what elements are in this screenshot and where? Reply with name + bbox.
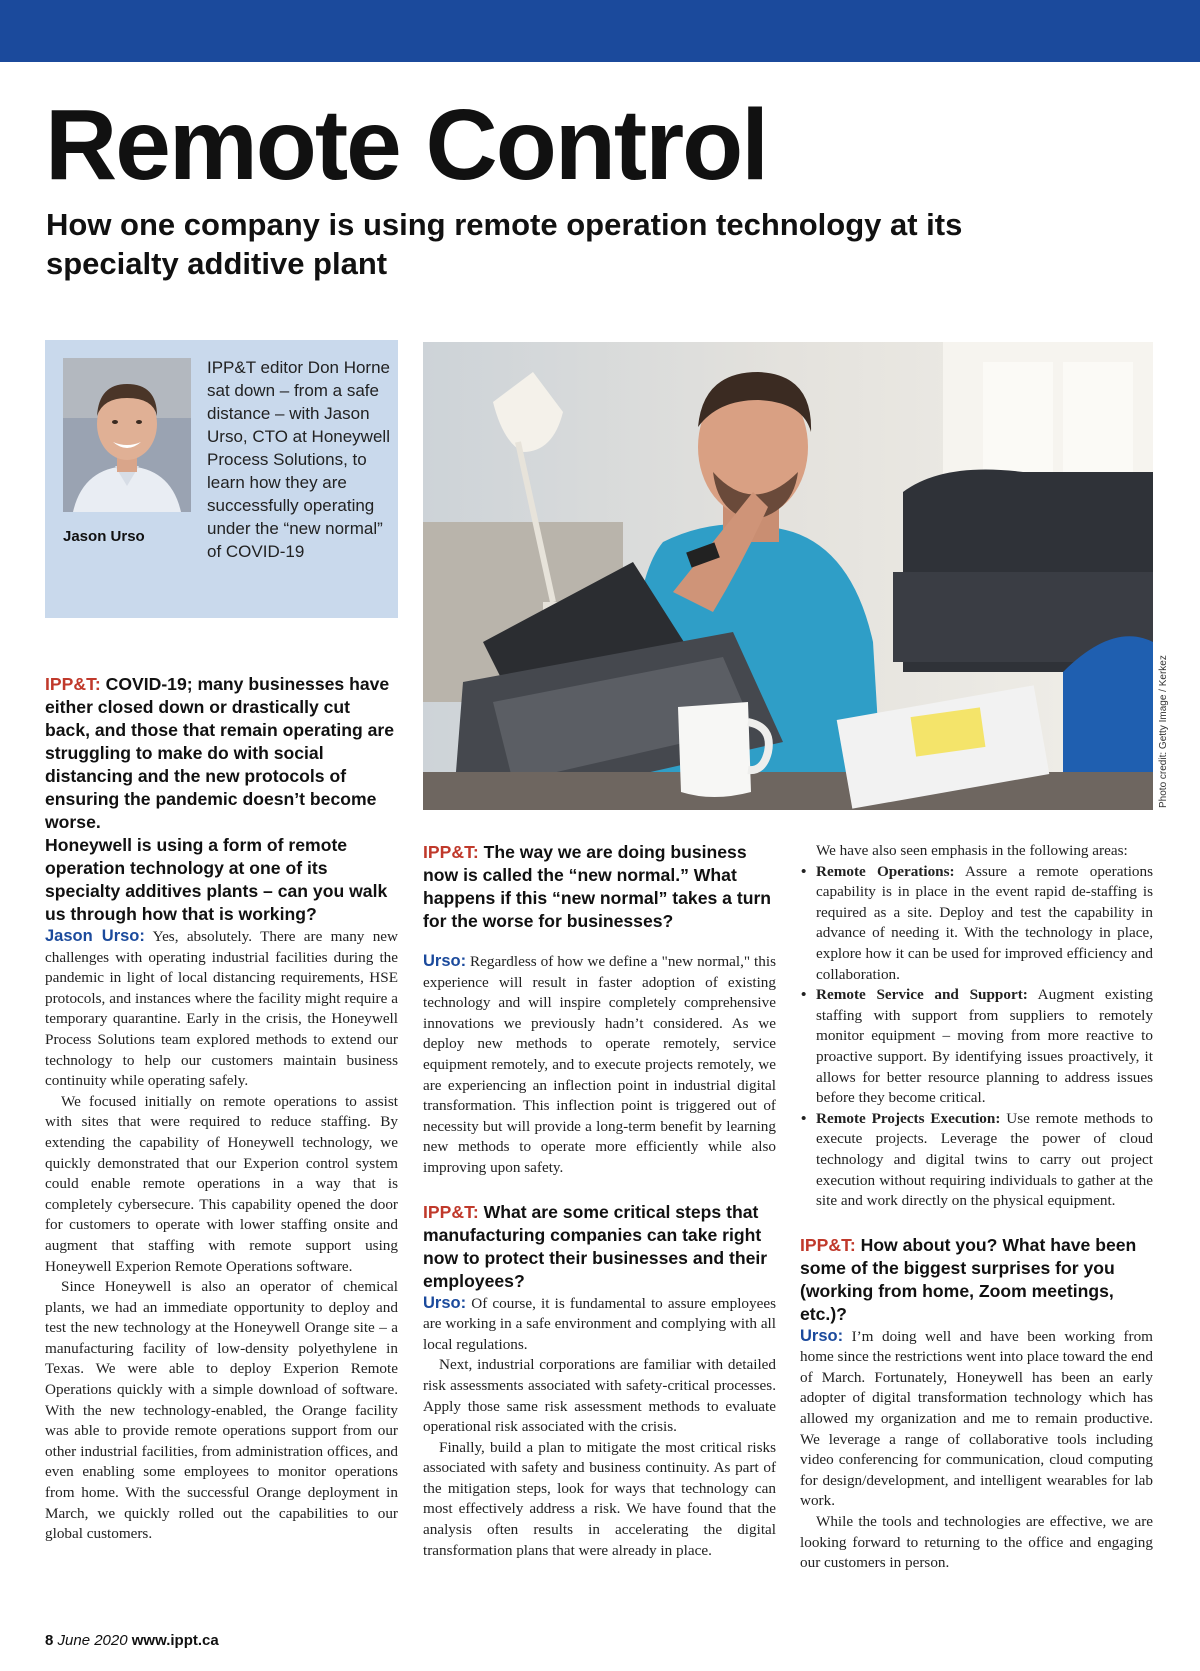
answer-1-paragraph: Since Honeywell is also an operator of chemical plants, we had an immediate opportunity to deploy and test the new technology at the Honeywell Orange site – a manufacturing facility of low-density polyethylene in Texas. We were able to deploy Experion Remote Operations quickly with a simple download of software. With the new technology-enabled, the Orange facility was able to provide remote operations support from our other industrial facilities, from administration offices, and even enabling some employees to monitor operations from home. With the successful Orange deployment in March, we quickly rolled out the capabilities to our global customers. — [45, 1278, 398, 1543]
list-item: • Remote Projects Execution: Use remote methods to execute projects. Leverage the power of cloud technology and digital twins to carry out project execution without requiring individuals to gather at the site and work directly on the physical equipment. — [801, 1109, 1153, 1210]
answer-1-paragraph: We focused initially on remote operations to assist with sites that were required to reduce staffing. By extending the capability of Honeywell technology, we quickly demonstrated that our Experion control system could enable remote operations in a way that is completely cybersecure. This capability opened the door for customers to operate with lower staffing onsite and augment that staffing with remote support using Honeywell Experion Remote Operations software. — [45, 1092, 398, 1275]
question-label: IPP&T: — [45, 674, 101, 694]
question-1-continued: Honeywell is using a form of remote operation technology at one of its specialty additives plants – can you walk us through how that is working? — [45, 835, 388, 924]
issue-date: June 2020 — [57, 1632, 128, 1649]
speaker-label: Jason Urso: — [45, 927, 145, 945]
answer-4-paragraph: While the tools and technologies are effective, we are looking forward to returning to the office and engaging our customers in person. — [800, 1513, 1153, 1572]
column-2 — [423, 841, 776, 1561]
website-link[interactable]: www.ippt.ca — [131, 1632, 219, 1649]
page-number: 8 — [45, 1632, 54, 1649]
question-3: IPP&T: What are some critical steps that manufacturing companies can take right now to protect their businesses and their employees? — [423, 1201, 768, 1291]
page-footer — [45, 1632, 219, 1649]
answer-2-paragraph: Urso: Regardless of how we define a "new normal," this experience will result in faster adoption of existing technology and will inspire completely comprehensive innovations we previously hadn’t considered. As we deploy new methods to operate remotely, service equipment remotely, and to execute projects remotely, we are experiencing an inflection point in industrial digital transformation. This inflection point is triggered out of necessity but will provide a long-term benefit by learning new methods to operate more efficiently while also improving upon safety. — [423, 952, 776, 1176]
header-band — [0, 0, 1200, 62]
portrait-caption: Jason Urso — [63, 528, 145, 545]
article-subtitle: How one company is using remote operation technology at its specialty additive plant — [46, 207, 963, 281]
intro-text: IPP&T editor Don Horne sat down – from a safe distance – with Jason Urso, CTO at Honeywell Process Solutions, to learn how they are successfully operating under the “new normal” of COVID-19 — [207, 358, 390, 561]
column-1 — [45, 673, 398, 1545]
article-title: Remote Control — [45, 89, 767, 201]
list-item: • Remote Operations: Assure a remote operations capability is in place in the event rapid de-staffing is required as a site. Deploy and test the capability in advance of needing it. With the technology in place, explore how it can be used for improved efficiency and collaboration. — [801, 862, 1154, 983]
list-lead: We have also seen emphasis in the following areas: — [816, 842, 1128, 859]
emphasis-list — [800, 862, 1153, 1212]
answer-4-paragraph: Urso: I’m doing well and have been working from home since the restrictions went into place toward the end of March. Fortunately, Honeywell has been an early adopter of digital transformation technology which has allowed my organization and me to remain productive. We leverage a range of collaborative tools including video conferencing for communication, cloud computing for design/development, and intelligent wearables for lab work. — [800, 1326, 1153, 1510]
photo-credit: Photo credit: Getty Image / Kerkez — [1158, 655, 1169, 808]
column-3 — [800, 841, 1153, 1574]
answer-3-paragraph: Next, industrial corporations are familiar with detailed risk assessments associated with safety-critical processes. Apply those same risk assessment methods to evaluate operational risk associated with the crisis. — [423, 1356, 776, 1436]
answer-1-paragraph: Jason Urso: Yes, absolutely. There are many new challenges with operating industrial facilities during the pandemic in light of local distancing requirements, HSE protocols, and instances where the facility might require a temporary quarantine. Early in the crisis, the Honeywell Process Solutions team explored methods to extend our technology to help our customers maintain business continuity while operating safely. — [45, 927, 398, 1090]
answer-3-paragraph: Urso: Of course, it is fundamental to assure employees are working in a safe environment and complying with all local regulations. — [423, 1293, 776, 1353]
question-4: IPP&T: How about you? What have been some of the biggest surprises for you (working from home, Zoom meetings, etc.)? — [800, 1234, 1137, 1324]
man-at-laptop-photo — [423, 342, 1153, 810]
question-1: IPP&T: COVID-19; many businesses have either closed down or drastically cut back, and those that remain operating are struggling to make do with social distancing and the new protocols of ensuring the pandemic doesn’t become worse. — [45, 674, 395, 832]
list-item: • Remote Service and Support: Augment existing staffing with support from suppliers to remotely monitor equipment – moving from more reactive to proactive support. By identifying issues proactively, it allows for better resource planning to address issues before they become critical. — [801, 986, 1153, 1107]
interview-intro-box — [45, 340, 398, 618]
answer-3-paragraph: Finally, build a plan to mitigate the most critical risks associated with safety and business continuity. As part of the mitigation steps, look for ways that technology can most effectively address a risk. We have found that the analysis often results in accelerating the digital transformation plans that were already in place. — [423, 1438, 776, 1559]
question-2: IPP&T: The way we are doing business now is called the “new normal.” What happens if this “new normal” takes a turn for the worse for businesses? — [423, 842, 772, 931]
portrait-photo — [63, 358, 191, 512]
